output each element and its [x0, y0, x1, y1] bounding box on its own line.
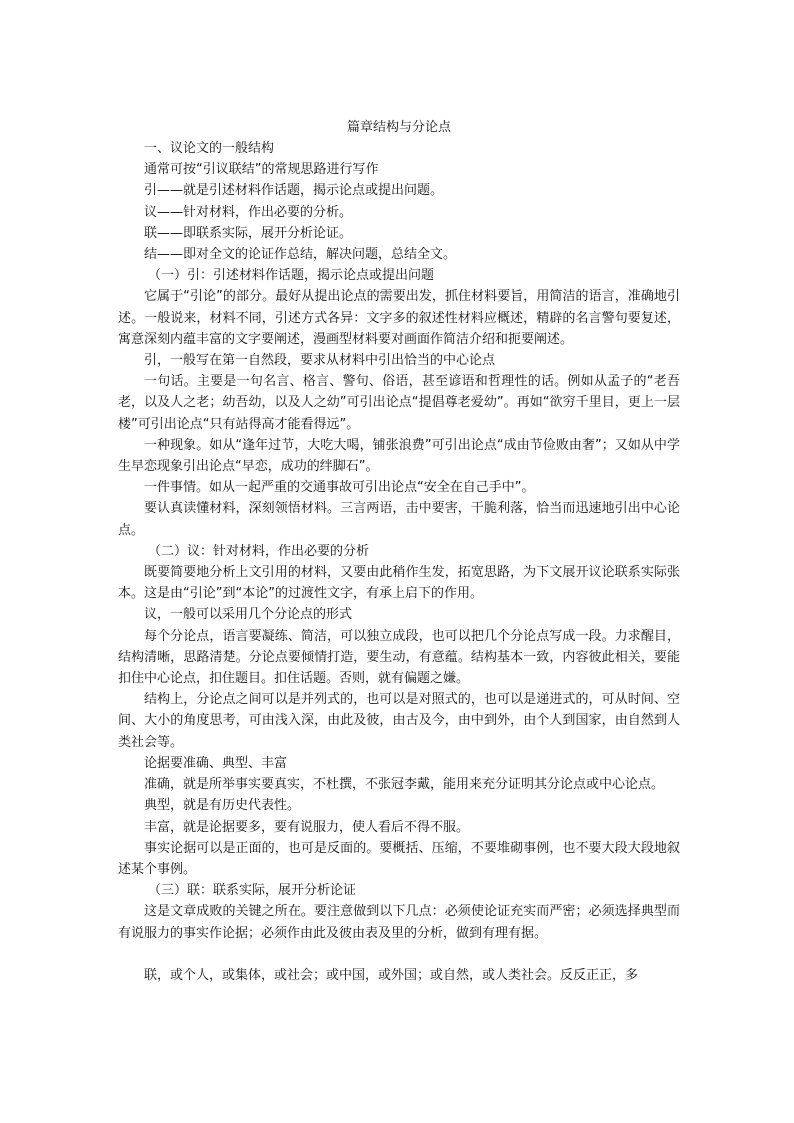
paragraph: 每个分论点，语言要凝练、简洁，可以独立成段，也可以把几个分论点写成一段。力求醒目，结构清晰，思路清楚。分论点要倾情打造，要生动，有意蕴。结构基本一致，内容彼此相关，要能扣住中心论点，扣住题目。扣住话题。否则，就有偏题之嫌。 [118, 628, 680, 687]
paragraph: 议，一般可以采用几个分论点的形式 [144, 607, 353, 623]
paragraph: 一种现象。如从“逢年过节，大吃大喝，铺张浪费”可引出论点“成由节俭败由奢”；又如从中学生早恋现象引出论点“早恋，成功的绊脚石”。 [118, 437, 680, 475]
paragraph-gap [118, 944, 680, 965]
paragraph: 准确，就是所举事实要真实，不杜撰，不张冠李戴，能用来充分证明其分论点或中心论点。 [144, 777, 665, 793]
paragraph: 论据要准确、典型、丰富 [144, 755, 288, 771]
paragraph: 丰富，就是论据要多，要有说服力，使人看后不得不服。 [144, 819, 470, 835]
document-title: 篇章结构与分论点 [346, 120, 451, 135]
paragraph: 既要简要地分析上文引用的材料，又要由此稍作生发，拓宽思路，为下文展开议论联系实际张本。这是由“引论”到“本论”的过渡性文字，有承上启下的作用。 [118, 565, 680, 602]
paragraph: 联——即联系实际，展开分析论证。 [144, 225, 353, 241]
section-heading-1: 一、议论文的一般结构 [144, 141, 275, 156]
paragraph: 通常可按“引议联结”的常规思路进行写作 [144, 162, 379, 178]
paragraph: 要认真读懂材料，深刻领悟材料。三言两语，击中要害，干脆利落，恰当而迅速地引出中心论点。 [118, 501, 680, 538]
document-page [118, 117, 680, 986]
subsection-heading-1: （一）引：引述材料作话题，揭示论点或提出问题 [148, 268, 435, 284]
paragraph: 一件事情。如从一起严重的交通事故可引出论点“安全在自己手中”。 [144, 480, 535, 496]
paragraph: 联，或个人，或集体，或社会；或中国，或外国；或自然，或人类社会。反反正正，多 [144, 967, 639, 983]
paragraph: 引——就是引述材料作话题，揭示论点或提出问题。 [144, 183, 444, 199]
subsection-heading-2: （二）议：针对材料，作出必要的分析 [148, 543, 370, 559]
paragraph: 这是文章成败的关键之所在。要注意做到以下几点：必须使论证充实而严密；必须选择典型而有说服力的事实作论据；必须作由此及彼由表及里的分析，做到有理有据。 [118, 904, 680, 941]
paragraph: 结构上，分论点之间可以是并列式的，也可以是对照式的，也可以是递进式的，可从时间、空间、大小的角度思考，可由浅入深，由此及彼，由古及今，由中到外，由个人到国家，由自然到人类社会等。 [118, 692, 680, 750]
paragraph: 它属于“引论”的部分。最好从提出论点的需要出发，抓住材料要旨，用简洁的语言，准确地引述。一般说来，材料不同，引述方式各异：文字多的叙述性材料应概述，精辟的名言警句要复述，寓意深刻内蕴丰富的文字要阐述，漫画型材料要对画面作简洁介绍和扼要阐述。 [118, 289, 680, 347]
paragraph: 典型，就是有历史代表性。 [144, 798, 301, 814]
paragraph: 事实论据可以是正面的，也可是反面的。要概括、压缩，不要堆砌事例，也不要大段大段地叙述某个事例。 [118, 840, 680, 877]
paragraph: 议——针对材料，作出必要的分析。 [144, 204, 353, 220]
paragraph: 引，一般写在第一自然段，要求从材料中引出恰当的中心论点 [144, 353, 496, 369]
subsection-heading-3: （三）联：联系实际，展开分析论证 [148, 883, 357, 899]
paragraph: 一句话。主要是一句名言、格言、警句、俗语，甚至谚语和哲理性的话。例如从孟子的“老吾老，以及人之老；幼吾幼，以及人之幼”可引出论点“提倡尊老爱幼”。再如“欲穷千里目，更上一层楼”可引出论点“只有站得高才能看得远”。 [118, 374, 680, 432]
paragraph: 结——即对全文的论证作总结，解决问题，总结全文。 [144, 247, 457, 263]
